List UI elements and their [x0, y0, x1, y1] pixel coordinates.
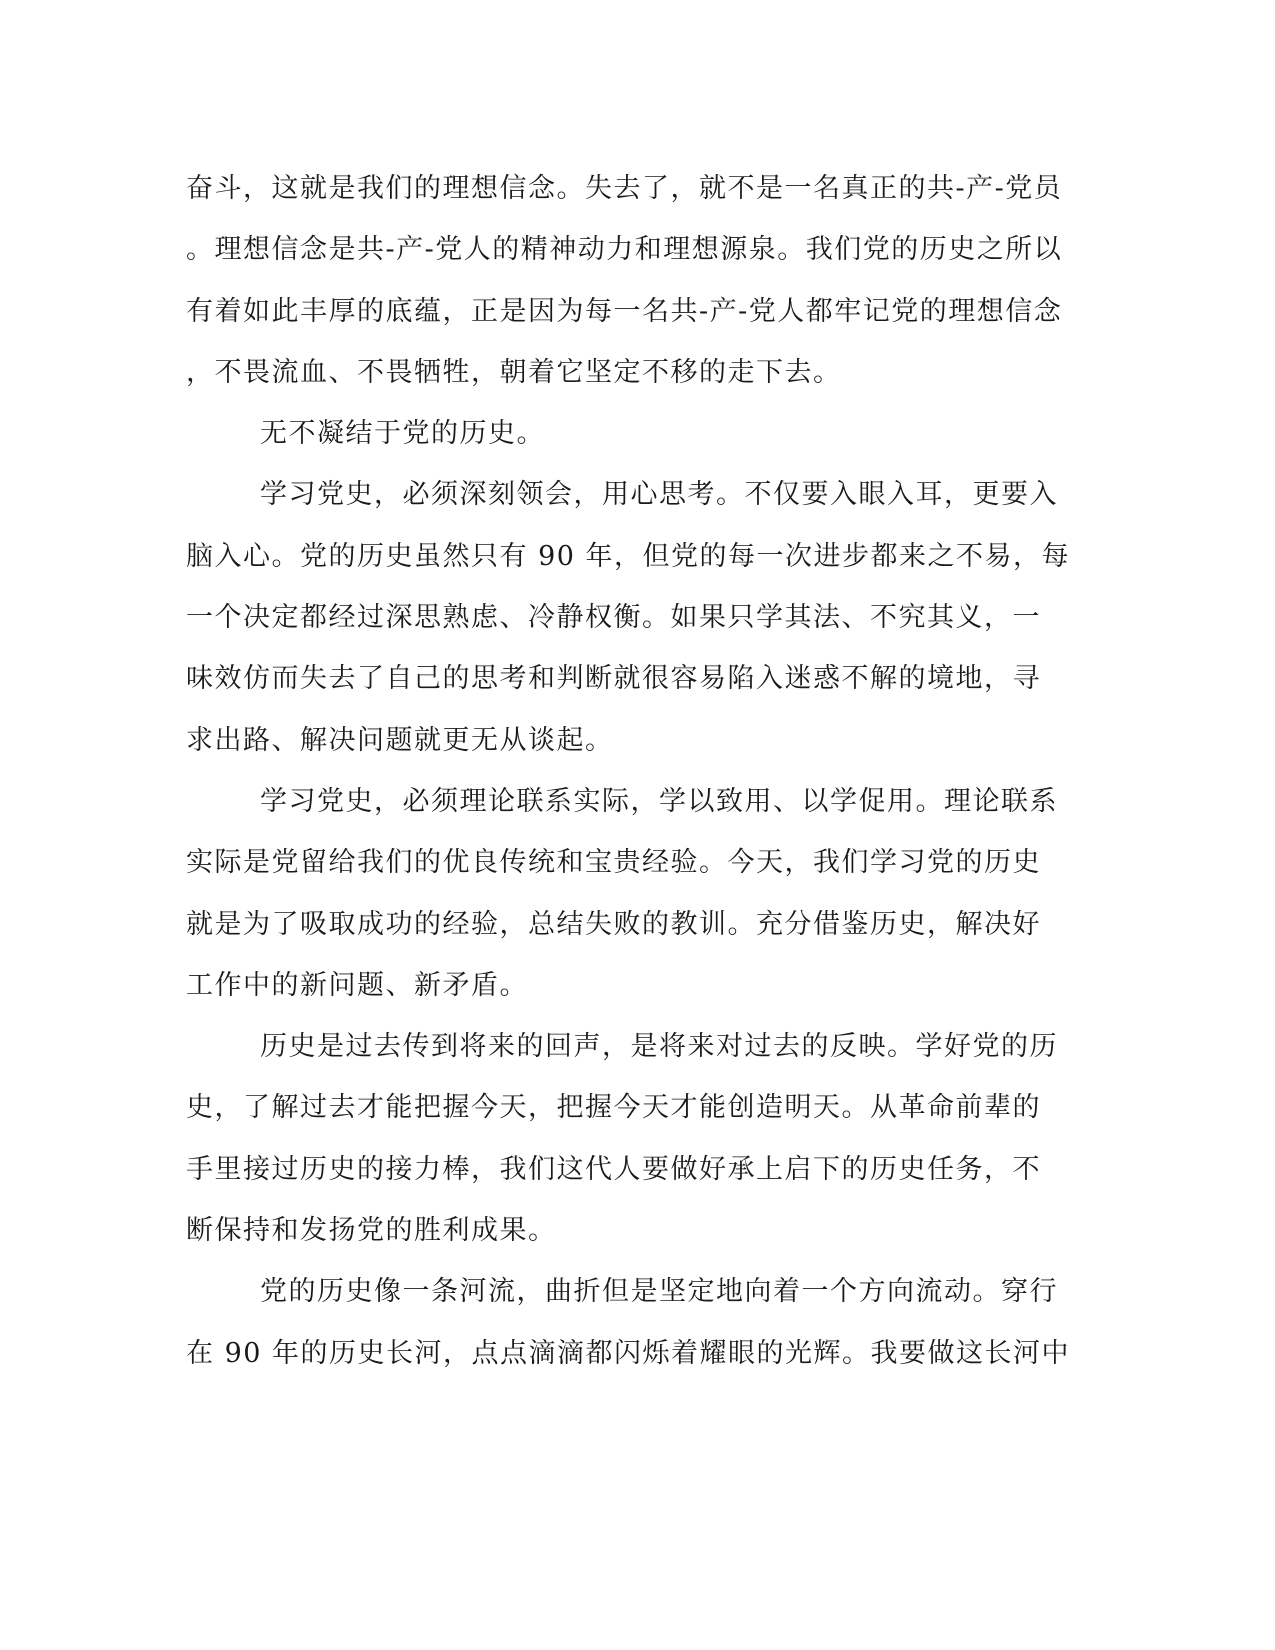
text-line: 手里接过历史的接力棒，我们这代人要做好承上启下的历史任务，不	[186, 1153, 1041, 1185]
text-line: 学习党史，必须深刻领会，用心思考。不仅要入眼入耳，更要入	[260, 479, 1058, 511]
text-line: 有着如此丰厚的底蕴，正是因为每一名共-产-党人都牢记党的理想信念	[186, 295, 1063, 327]
body-text	[186, 158, 1071, 1384]
text-line: 史，了解过去才能把握今天，把握今天才能创造明天。从革命前辈的	[186, 1092, 1041, 1124]
text-line: 党的历史像一条河流，曲折但是坚定地向着一个方向流动。穿行	[260, 1276, 1058, 1308]
text-line: 实际是党留给我们的优良传统和宝贵经验。今天，我们学习党的历史	[186, 847, 1041, 879]
text-line: 学习党史，必须理论联系实际，学以致用、以学促用。理论联系	[260, 785, 1058, 817]
text-line: 。理想信念是共-产-党人的精神动力和理想源泉。我们党的历史之所以	[186, 234, 1063, 266]
text-line: ，不畏流血、不畏牺牲，朝着它坚定不移的走下去。	[186, 356, 842, 388]
text-line: 在 90 年的历史长河，点点滴滴都闪烁着耀眼的光辉。我要做这长河中	[186, 1337, 1071, 1369]
text-line: 工作中的新问题、新矛盾。	[186, 969, 528, 1001]
text-line: 一个决定都经过深思熟虑、冷静权衡。如果只学其法、不究其义，一	[186, 602, 1041, 634]
text-line: 就是为了吸取成功的经验，总结失败的教训。充分借鉴历史，解决好	[186, 908, 1041, 940]
text-line: 历史是过去传到将来的回声，是将来对过去的反映。学好党的历	[260, 1031, 1058, 1063]
text-line: 脑入心。党的历史虽然只有 90 年，但党的每一次进步都来之不易，每	[186, 540, 1071, 572]
text-line: 求出路、解决问题就更无从谈起。	[186, 724, 614, 756]
text-line: 奋斗，这就是我们的理想信念。失去了，就不是一名真正的共-产-党员	[186, 173, 1063, 204]
text-line: 味效仿而失去了自己的思考和判断就很容易陷入迷惑不解的境地，寻	[186, 663, 1041, 695]
text-line: 断保持和发扬党的胜利成果。	[186, 1215, 557, 1247]
text-line: 无不凝结于党的历史。	[260, 418, 545, 450]
